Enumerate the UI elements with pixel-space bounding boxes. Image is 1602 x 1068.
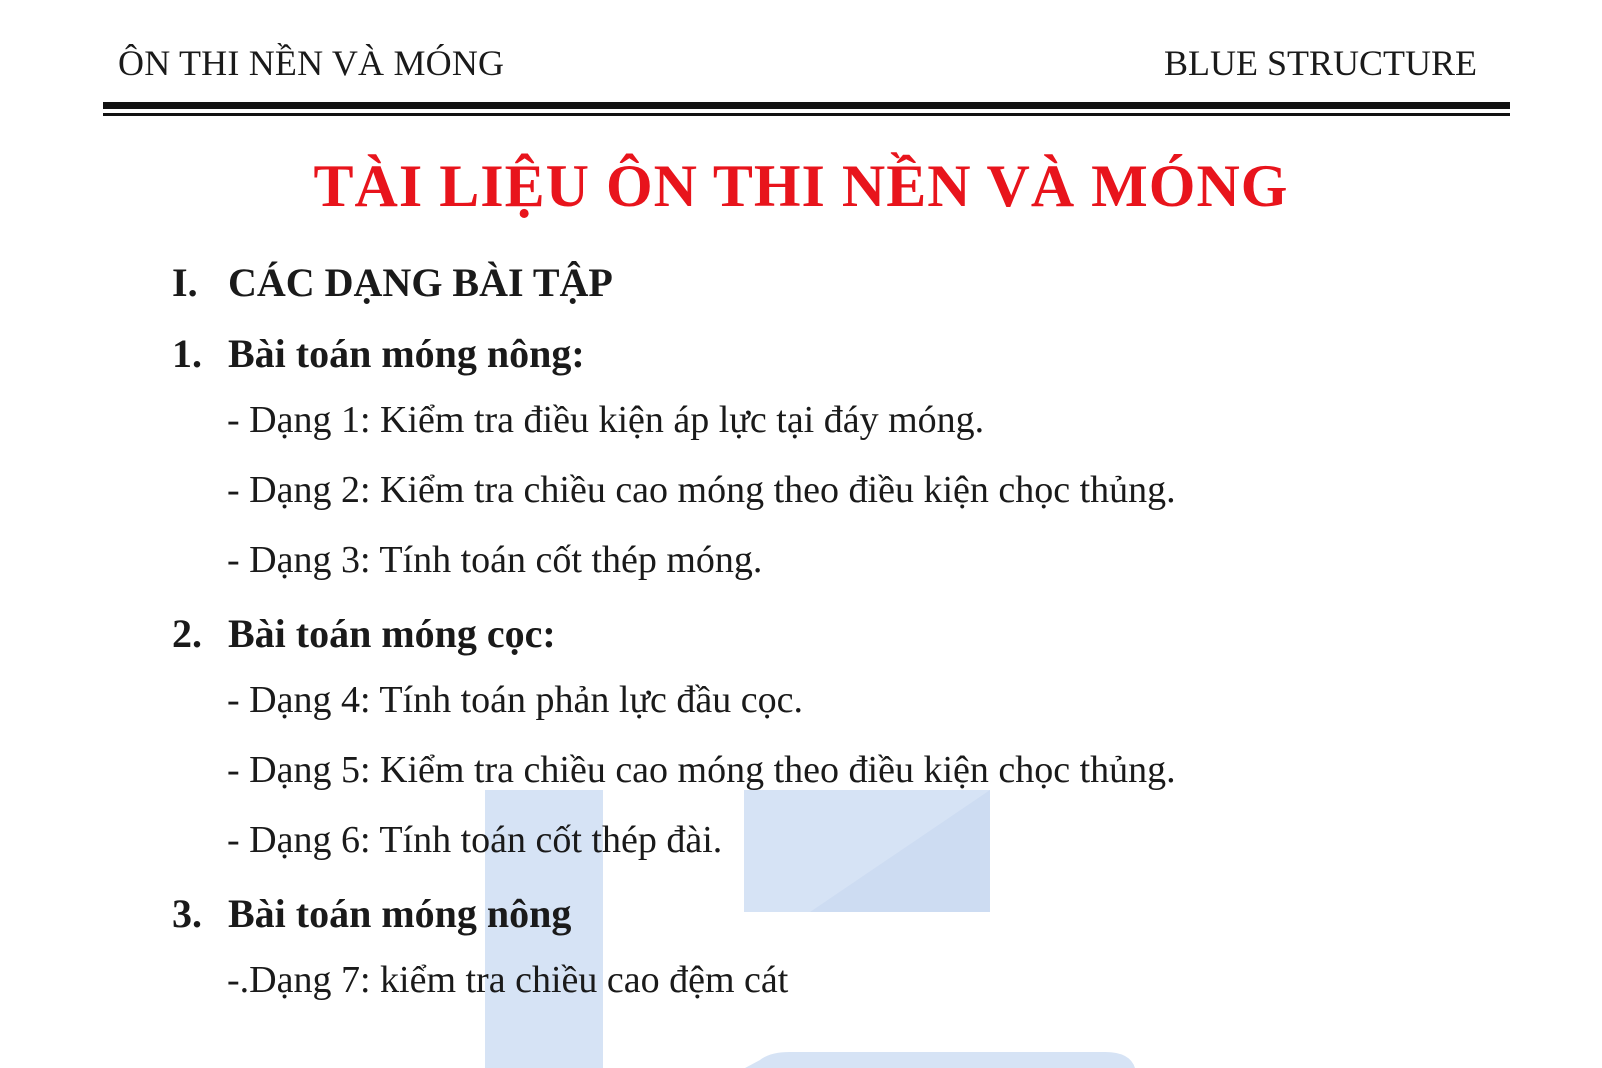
header-rule-thick — [103, 102, 1510, 109]
list-item: - Dạng 4: Tính toán phản lực đầu cọc. — [227, 679, 804, 721]
group-heading-1 — [172, 330, 585, 377]
group-number: 1. — [172, 331, 202, 376]
section-number: I. — [172, 260, 198, 305]
list-item: - Dạng 1: Kiểm tra điều kiện áp lực tại đáy móng. — [227, 399, 985, 441]
group-title: Bài toán móng nông — [228, 891, 572, 936]
document-title: TÀI LIỆU ÔN THI NỀN VÀ MÓNG — [313, 153, 1289, 219]
list-item: - Dạng 5: Kiểm tra chiều cao móng theo điều kiện chọc thủng. — [227, 749, 1176, 791]
list-item: -.Dạng 7: kiểm tra chiều cao đệm cát — [227, 959, 789, 1001]
header-left-text: ÔN THI NỀN VÀ MÓNG — [118, 43, 505, 83]
group-title: Bài toán móng nông: — [228, 331, 585, 376]
group-number: 3. — [172, 891, 202, 936]
group-number: 2. — [172, 611, 202, 656]
section-title: CÁC DẠNG BÀI TẬP — [228, 260, 613, 305]
list-item: - Dạng 6: Tính toán cốt thép đài. — [227, 819, 723, 861]
list-item: - Dạng 2: Kiểm tra chiều cao móng theo điều kiện chọc thủng. — [227, 469, 1176, 511]
section-heading — [172, 259, 613, 306]
group-heading-3 — [172, 890, 571, 937]
group-title: Bài toán móng cọc: — [228, 611, 556, 656]
header-right-text: BLUE STRUCTURE — [1163, 43, 1477, 83]
header-rule-thin — [103, 113, 1510, 116]
group-heading-2 — [172, 610, 556, 657]
list-item: - Dạng 3: Tính toán cốt thép móng. — [227, 539, 763, 581]
